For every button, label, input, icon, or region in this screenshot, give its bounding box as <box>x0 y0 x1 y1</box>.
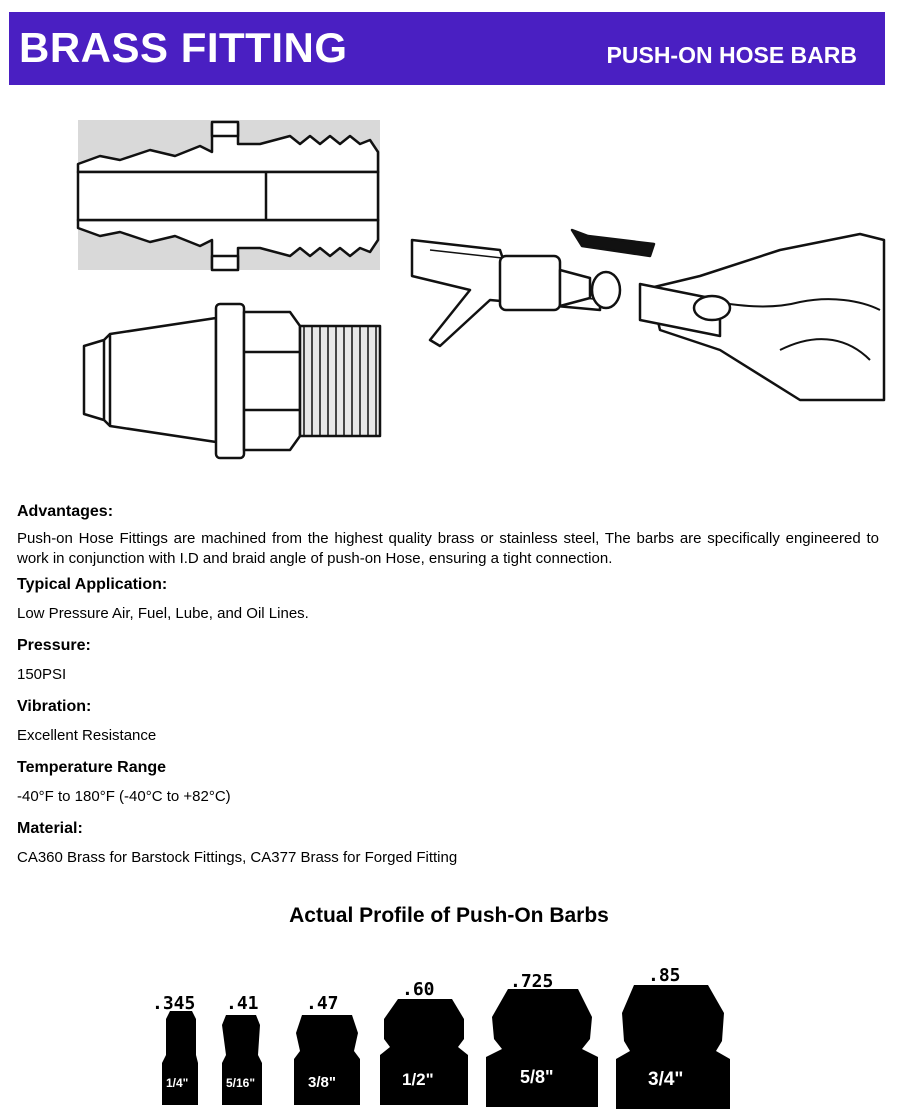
barb-size-label: 1/2" <box>402 1070 434 1089</box>
pressure-heading: Pressure: <box>17 637 91 654</box>
barb-shape <box>380 999 468 1105</box>
header-banner <box>9 12 885 85</box>
hose-barb-illustration <box>0 100 898 480</box>
page-subtitle: PUSH-ON HOSE BARB <box>606 42 857 68</box>
barb-profile-half <box>380 979 468 1105</box>
vibration-heading: Vibration: <box>17 698 92 715</box>
application-heading: Typical Application: <box>17 576 168 593</box>
material-heading: Material: <box>17 820 83 837</box>
application-text: Low Pressure Air, Fuel, Lube, and Oil Lines. <box>17 605 309 622</box>
barb-diameter-label: .41 <box>226 993 259 1014</box>
advantages-heading: Advantages: <box>17 503 114 520</box>
barb-size-label: 5/8" <box>520 1067 554 1087</box>
barb-diameter-label: .47 <box>306 993 339 1014</box>
barb-profiles <box>0 955 898 1117</box>
advantages-text: Push-on Hose Fittings are machined from the highest quality brass or stainless steel, The barbs are specifically engineered to work in conjunction with I.D and braid angle of push-on Hose, ensuring a tight connection. <box>17 530 879 567</box>
barb-profile-five-eighths <box>486 971 598 1107</box>
barb-diameter-label: .345 <box>152 993 196 1014</box>
temperature-text: -40°F to 180°F (-40°C to +82°C) <box>17 788 231 805</box>
barb-profile-five-sixteenths <box>222 993 262 1105</box>
barb-diameter-label: .60 <box>402 979 435 1000</box>
barb-profile-three-quarters <box>616 965 730 1109</box>
barb-profile-three-eighths <box>294 993 360 1105</box>
barb-size-label: 1/4" <box>166 1076 189 1090</box>
barb-size-label: 3/4" <box>648 1069 684 1090</box>
barb-shape <box>162 1011 198 1105</box>
fitting-side-view-icon <box>84 304 380 458</box>
barb-size-label: 3/8" <box>308 1074 336 1091</box>
push-on-install-icon <box>412 230 884 400</box>
pressure-text: 150PSI <box>17 666 67 683</box>
profiles-title: Actual Profile of Push-On Barbs <box>289 904 609 927</box>
barb-shape <box>486 989 598 1107</box>
vibration-text: Excellent Resistance <box>17 727 157 744</box>
barb-shape <box>294 1015 360 1105</box>
barb-diameter-label: .725 <box>510 971 554 992</box>
barb-shape <box>616 985 730 1109</box>
barb-diameter-label: .85 <box>648 965 681 986</box>
barb-profile-quarter <box>152 993 198 1105</box>
fitting-cross-section-icon <box>78 120 380 270</box>
barb-shape <box>222 1015 262 1105</box>
page-title: BRASS FITTING <box>19 24 348 71</box>
barb-size-label: 5/16" <box>226 1076 256 1090</box>
temperature-heading: Temperature Range <box>17 759 167 776</box>
spec-section <box>17 503 879 868</box>
material-text: CA360 Brass for Barstock Fittings, CA377 Brass for Forged Fitting <box>17 849 458 866</box>
